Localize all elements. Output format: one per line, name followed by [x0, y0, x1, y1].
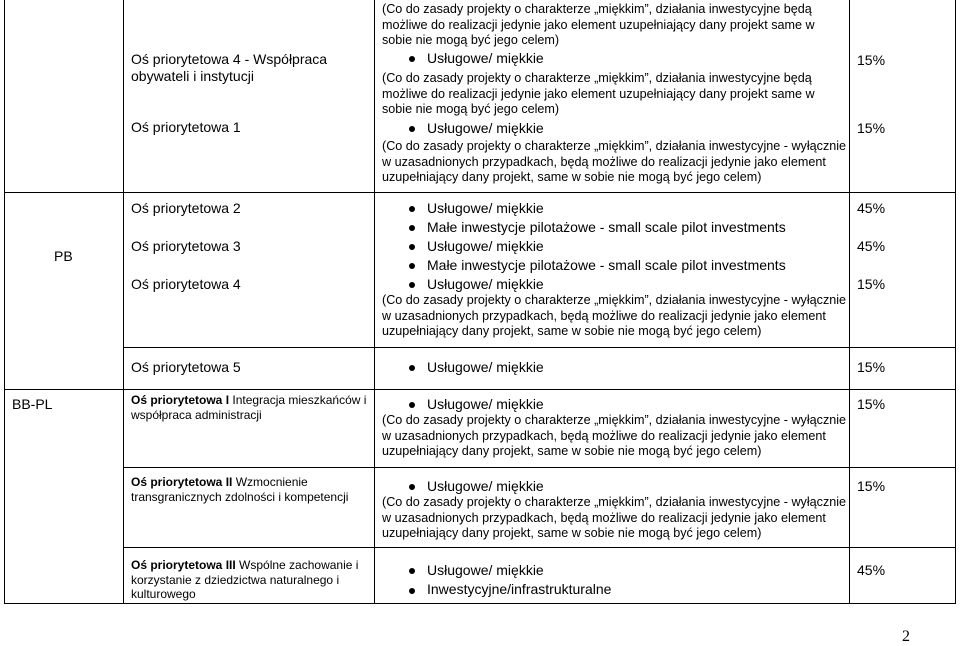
bullet-icon — [409, 484, 415, 490]
item-uslugowe-1: Usługowe/ miękkie — [427, 50, 544, 66]
axis-label-bbpl-2 — [131, 475, 369, 504]
axis-label-bbpl-1 — [131, 393, 369, 422]
item-uslugowe-bbpl-1: Usługowe/ miękkie — [427, 396, 544, 412]
note-mid: (Co do zasady projekty o charakterze „miękkim”, działania inwestycyjne będą możliwe do realizacji jedynie jako element uzupełniający dany projekt same w sobie nie mogą być jego celem) — [382, 71, 815, 116]
axis-label-bold: Oś priorytetowa I — [131, 393, 230, 407]
table-divider-4 — [123, 467, 956, 468]
percent-value: 15% — [857, 396, 886, 412]
bullet-icon — [409, 282, 415, 288]
note-bbpl-1: (Co do zasady projekty o charakterze „miękkim”, działania inwestycyjne - wyłącznie w uzasadnionych przypadkach, będą możliwe do realizacji jedynie jako element uzupełniający dany projekt, same w sobie nie mogą być jego celem) — [382, 413, 847, 458]
note-pb-4: (Co do zasady projekty o charakterze „miękkim”, działania inwestycyjne - wyłącznie w uzasadnionych przypadkach, będą możliwe do realizacji jedynie jako element uzupełniający dany projekt, same w sobie nie mogą być jego celem) — [382, 293, 847, 338]
note-bottom: (Co do zasady projekty o charakterze „miękkim”, działania inwestycyjne - wyłącznie w uzasadnionych przypadkach, będą możliwe do realizacji jedynie jako element uzupełniający dany projekt, same w sobie nie mogą być jego celem) — [382, 139, 847, 184]
percent-value: 45% — [857, 562, 886, 578]
bullet-icon — [409, 225, 415, 231]
table-col-divider-3 — [849, 0, 850, 603]
item-uslugowe-pb-4: Usługowe/ miękkie — [427, 276, 544, 292]
table-border-left — [4, 0, 5, 603]
bullet-icon — [409, 402, 415, 408]
axis-label-1: Oś priorytetowa 1 — [131, 119, 241, 135]
table-divider-3 — [4, 389, 956, 390]
item-uslugowe-2: Usługowe/ miękkie — [427, 120, 544, 136]
axis-label-bold: Oś priorytetowa III — [131, 558, 236, 572]
axis-label-3: Oś priorytetowa 3 — [131, 238, 241, 254]
region-label-pb: PB — [54, 248, 73, 264]
table-border-bottom — [4, 603, 956, 604]
note-top: (Co do zasady projekty o charakterze „miękkim”, działania inwestycyjne będą możliwe do realizacji jedynie jako element uzupełniający dany projekt same w sobie nie mogą być jego celem) — [382, 2, 815, 47]
percent-value: 15% — [857, 359, 886, 375]
table-col-divider-1 — [123, 0, 124, 603]
axis-label-rest: Wzmocnienie transgranicznych zdolności i kompetencji — [131, 475, 349, 504]
item-male-inwestycje-3: Małe inwestycje pilotażowe - small scale pilot investments — [427, 257, 786, 273]
bullet-icon — [409, 126, 415, 132]
item-inwestycyjne-bbpl-3: Inwestycyjne/infrastrukturalne — [427, 581, 612, 597]
axis-label-5: Oś priorytetowa 5 — [131, 359, 241, 375]
bullet-icon — [409, 365, 415, 371]
axis-label-rest: Wspólne zachowanie i korzystanie z dziedzictwa naturalnego i kulturowego — [131, 558, 359, 601]
bullet-icon — [409, 244, 415, 250]
percent-value: 15% — [857, 276, 886, 292]
percent-value: 45% — [857, 200, 886, 216]
bullet-icon — [409, 56, 415, 62]
table-divider-2 — [123, 347, 956, 348]
item-uslugowe-pb-2: Usługowe/ miękkie — [427, 200, 544, 216]
percent-value: 15% — [857, 478, 886, 494]
bullet-icon — [409, 206, 415, 212]
item-uslugowe-bbpl-2: Usługowe/ miękkie — [427, 478, 544, 494]
percent-value: 45% — [857, 238, 886, 254]
item-uslugowe-pb-3: Usługowe/ miękkie — [427, 238, 544, 254]
axis-label-4: Oś priorytetowa 4 — [131, 276, 241, 292]
table-border-right — [955, 0, 956, 603]
axis-label-bbpl-3 — [131, 558, 369, 602]
bullet-icon — [409, 568, 415, 574]
item-uslugowe-bbpl-3: Usługowe/ miękkie — [427, 562, 544, 578]
axis-label-4-wspolpraca: Oś priorytetowa 4 - Współpraca obywateli i instytucji — [131, 51, 328, 84]
table-divider-5 — [123, 547, 956, 548]
table-divider-1 — [4, 192, 956, 193]
axis-label-2: Oś priorytetowa 2 — [131, 200, 241, 216]
table-col-divider-2 — [374, 0, 375, 603]
percent-value: 15% — [857, 120, 886, 136]
bullet-icon — [409, 263, 415, 269]
note-bbpl-2: (Co do zasady projekty o charakterze „miękkim”, działania inwestycyjne - wyłącznie w uzasadnionych przypadkach, będą możliwe do realizacji jedynie jako element uzupełniający dany projekt, same w sobie nie mogą być jego celem) — [382, 495, 847, 540]
page-number: 2 — [902, 628, 910, 645]
percent-value: 15% — [857, 52, 886, 68]
axis-label-bold: Oś priorytetowa II — [131, 475, 233, 489]
bullet-icon — [409, 588, 415, 594]
item-male-inwestycje-2: Małe inwestycje pilotażowe - small scale pilot investments — [427, 219, 786, 235]
item-uslugowe-pb-5: Usługowe/ miękkie — [427, 359, 544, 375]
axis-label-rest: Integracja mieszkańców i współpraca administracji — [131, 393, 367, 422]
region-label-bbpl: BB-PL — [12, 396, 53, 412]
